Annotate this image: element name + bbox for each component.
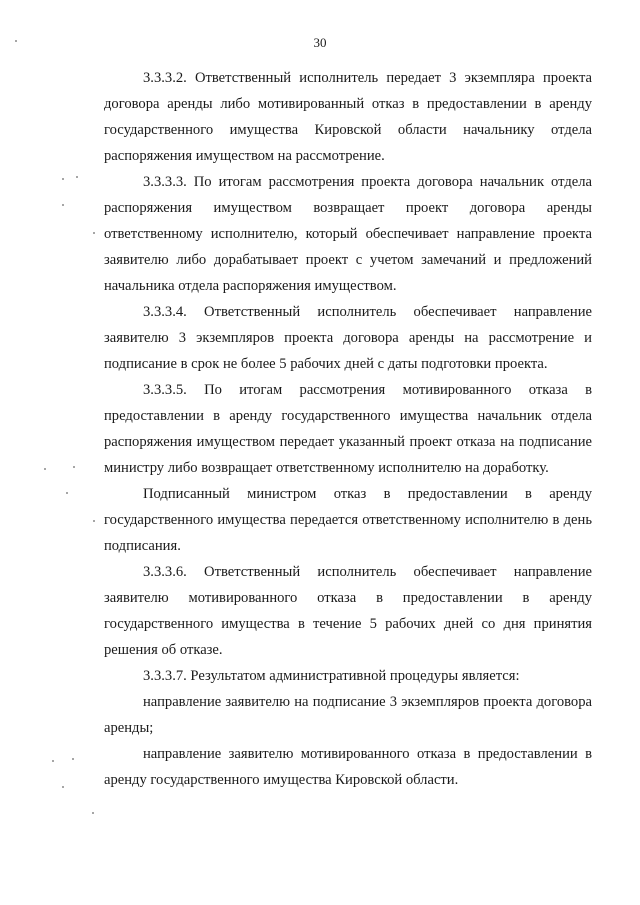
paragraph-3-3-3-7: 3.3.3.7. Результатом административной процедуры является: (143, 668, 520, 684)
paragraph-3-3-3-4: 3.3.3.4. Ответственный исполнитель обеспечивает направление заявителю 3 экземпляров проекта договора аренды на рассмотрение и подписание в срок не более 5 рабочих дней с даты подготовки проекта. (104, 304, 592, 372)
paragraph-3-3-3-5: 3.3.3.5. По итогам рассмотрения мотивированного отказа в предоставлении в аренду государственного имущества начальник отдела распоряжения имуществом передает указанный проект отказа на подписание министру либо возвращает ответственному исполнителю на доработку. (104, 382, 592, 476)
result-item-lease-draft: направление заявителю на подписание 3 экземпляров проекта договора аренды; (104, 694, 592, 736)
scan-speck (76, 176, 78, 178)
scan-speck (66, 492, 68, 494)
scan-speck (62, 204, 64, 206)
scan-speck (52, 760, 54, 762)
page-number: 30 (313, 35, 327, 50)
document-body (104, 65, 592, 793)
scan-speck (92, 812, 94, 814)
scan-speck (93, 232, 95, 234)
scan-speck (72, 758, 74, 760)
scan-speck (93, 520, 95, 522)
paragraph-signed-refusal: Подписанный министром отказ в предоставлении в аренду государственного имущества передается ответственному исполнителю в день подписания. (104, 486, 592, 554)
result-item-refusal: направление заявителю мотивированного отказа в предоставлении в аренду государственного имущества Кировской области. (104, 746, 592, 788)
scan-speck (62, 178, 64, 180)
scan-speck (62, 786, 64, 788)
paragraph-3-3-3-2: 3.3.3.2. Ответственный исполнитель передает 3 экземпляра проекта договора аренды либо мотивированный отказ в предоставлении в аренду государственного имущества Кировской области начальнику отдела распоряжения имуществом на рассмотрение. (104, 70, 592, 164)
paragraph-3-3-3-3: 3.3.3.3. По итогам рассмотрения проекта договора начальник отдела распоряжения имуществом возвращает проект договора аренды ответственному исполнителю, который обеспечивает направление проекта заявителю либо дорабатывает проект с учетом замечаний и предложений начальника отдела распоряжения имуществом. (104, 174, 592, 294)
scan-speck (44, 468, 46, 470)
paragraph-3-3-3-6: 3.3.3.6. Ответственный исполнитель обеспечивает направление заявителю мотивированного отказа в предоставлении в аренду государственного имущества в течение 5 рабочих дней со дня принятия решения об отказе. (104, 564, 592, 658)
scan-speck (73, 466, 75, 468)
scan-speck (15, 40, 17, 42)
